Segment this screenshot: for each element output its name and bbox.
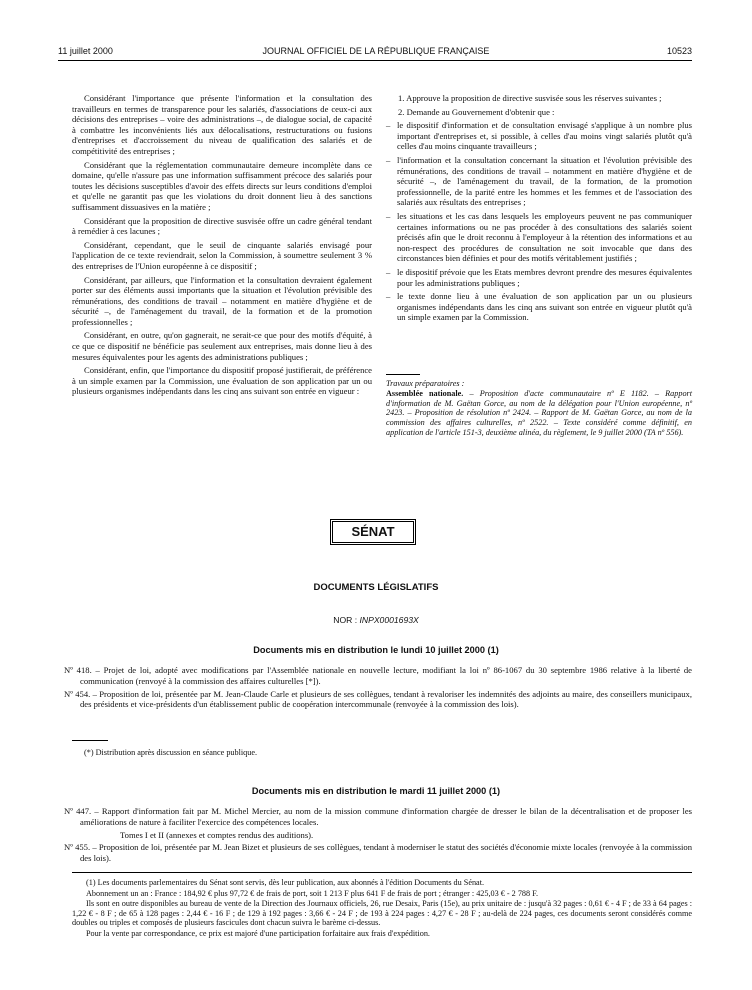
- list-item: [386, 120, 692, 152]
- travaux-body: – Proposition d'acte communautaire nº E 1182. – Rapport d'information de M. Gaëtan Gorce, au nom de la délégation pour l'Union européenne, nº 2423. – Proposition de résolution nº 2424. – Rapport de M. Gaëtan Gorce, au nom de la commission des affaires culturelles, nº 2522. – Texte considéré comme définitif, en application de l'article 151-3, deuxième alinéa, du règlement, le 9 juillet 2000 (TA nº 556).: [386, 388, 692, 437]
- paragraph: Considérant, enfin, que l'importance du dispositif proposé justifierait, de préférence à un simple examen par la Commission, une évaluation de son application par un ou plusieurs organismes indépendants dans les cinq ans suivant son entrée en vigueur :: [72, 365, 372, 397]
- paragraph: Considérant, par ailleurs, que l'information et la consultation devraient également porter sur des éléments aussi importants que la situation et l'évolution prévisible des rémunérations, des conditions de travail – notamment en matière d'hygiène et de sécurité –, de l'aménagement du travail, de la formation et de la promotion professionnelles ;: [72, 274, 372, 327]
- header-date: 11 juillet 2000: [58, 46, 113, 56]
- list-item: [386, 211, 692, 264]
- paragraph: Considérant, cependant, que le seuil de cinquante salariés envisagé pour l'application de ce texte reviendrait, selon la Commission, à soumettre seulement 3 % des entreprises de l'Union européenne à ce dispositif ;: [72, 239, 372, 271]
- list-item-text: le dispositif d'information et de consultation envisagé s'applique à un nombre plus important d'entreprises et, si possible, à celles d'au moins vingt salariés plutôt qu'à celles d'au moins cinquante travailleurs ;: [397, 120, 692, 152]
- left-column: [72, 93, 372, 400]
- document-item: Nº 454. – Proposition de loi, présentée par M. Jean-Claude Carle et plusieurs de ses collègues, tendant à revaloriser les indemnités des adjoints au maire, des conseillers municipaux, des présidents et vice-présidents d'un établissement public de coopération intercommunale (renvoyée à la commission des lois).: [64, 688, 692, 710]
- journal-title: JOURNAL OFFICIEL DE LA RÉPUBLIQUE FRANÇAISE: [262, 46, 490, 56]
- assemblee-label: Assemblée nationale.: [386, 388, 464, 398]
- right-column: [386, 93, 692, 326]
- document-item: Nº 418. – Projet de loi, adopté avec modifications par l'Assemblée nationale en nouvelle lecture, modifiant la loi nº 86-1067 du 30 septembre 1986 relative à la liberté de communication (renvoyé à la commission des affaires culturelles [*]).: [64, 665, 692, 686]
- footnotes: [72, 878, 692, 940]
- header-rule: [58, 60, 692, 61]
- nor-label: NOR :: [333, 615, 360, 625]
- nor-code: INPX0001693X: [359, 615, 419, 625]
- travaux-preparatoires: [386, 379, 692, 438]
- paragraph: 1. Approuve la proposition de directive susvisée sous les réserves suivantes ;: [398, 93, 662, 103]
- travaux-rule: [386, 374, 420, 375]
- dash: –: [386, 266, 391, 277]
- footnote: Ils sont en outre disponibles au bureau de vente de la Direction des Journaux officiels, 26, rue Desaix, Paris (15e), au prix unitaire de : jusqu'à 32 pages : 0,61 € - 4 F ; de 33 à 64 pages : 1,22 € - 8 F ; de 65 à 128 pages : 2,44 € - 16 F ; de 129 à 192 pages : 3,66 € - 24 F ; de 193 à 224 pages : 4,27 € - 28 F ; au-delà de 224 pages, ces documents seront considérés comme doubles ou triples et composés de plusieurs fascicules dont chacun suivra le barème ci-dessus.: [72, 899, 692, 928]
- paragraph: Considérant l'importance que présente l'information et la consultation des travailleurs en termes de transparence pour les salariés, d'associations de ceux-ci aux décisions des entreprises – voire des administrations –, de dialogue social, de capacité à combattre les inconvénients liés aux délocalisations, restructurations ou fusions d'entreprises et d'accroissement du niveau de qualification des salariés et de compétitivité des entreprises ;: [72, 93, 372, 156]
- document-item: Nº 455. – Proposition de loi, présentée par M. Jean Bizet et plusieurs de ses collègues, tendant à moderniser le statut des sociétés d'économie mixte locales (renvoyée à la commission des lois).: [64, 842, 692, 864]
- nor-line: [0, 615, 752, 625]
- document-sub-item: Tomes I et II (annexes et comptes rendus des auditions).: [120, 829, 314, 840]
- session-1-list: [60, 665, 692, 712]
- senat-box: SÉNAT: [330, 519, 416, 545]
- dash: –: [386, 154, 391, 165]
- footnote: Pour la vente par correspondance, ce prix est majoré d'une participation forfaitaire aux frais d'expédition.: [86, 928, 430, 938]
- travaux-heading: Travaux préparatoires :: [386, 379, 465, 388]
- session-2-list: [60, 806, 692, 866]
- list-item-text: l'information et la consultation concernant la situation et l'évolution prévisible des rémunérations, des conditions de travail – notamment en matière d'hygiène et de sécurité –, de l'aménagement du travail, de la formation, de la promotion professionnelle, de la parité entre les hommes et les femmes et de l'association des salariés aux résultats des entreprises ;: [397, 154, 692, 208]
- paragraph: Considérant que la réglementation communautaire demeure incomplète dans ce domaine, qu'elle n'assure pas une information suffisamment précoce des salariés pour toutes les décisions susceptibles d'avoir des effets directs sur leurs conditions d'emploi et qu'elle ne garantit pas que les violations du droit donnent lieu à des sanctions suffisamment dissuasives en la matière ;: [72, 159, 372, 212]
- dash: –: [386, 291, 391, 302]
- session-heading: Documents mis en distribution le mardi 11 juillet 2000 (1): [251, 786, 501, 796]
- travaux-text: [386, 389, 692, 438]
- dash: –: [386, 210, 391, 221]
- list-item: [386, 155, 692, 208]
- footnote-rule: [72, 872, 692, 873]
- paragraph: 2. Demande au Gouvernement d'obtenir que :: [398, 106, 555, 117]
- page-number: 10523: [666, 46, 692, 56]
- list-item: [386, 291, 692, 323]
- footnote: Abonnement un an : France : 184,92 € plus 97,72 € de frais de port, soit 1 213 F plus 641 F de frais de port ; étranger : 425,03 € - 2 788 F.: [86, 888, 539, 898]
- list-item: [386, 267, 692, 288]
- session-heading: Documents mis en distribution le lundi 10 juillet 2000 (1): [253, 645, 499, 655]
- dash: –: [386, 120, 391, 131]
- distribution-note: (*) Distribution après discussion en séance publique.: [84, 748, 258, 757]
- section-title: DOCUMENTS LÉGISLATIFS: [313, 582, 439, 593]
- note-rule: [72, 740, 108, 741]
- document-item: Nº 447. – Rapport d'information fait par M. Michel Mercier, au nom de la mission commune d'information chargée de dresser le bilan de la décentralisation et de proposer les améliorations de nature à faciliter l'exercice des compétences locales.: [64, 806, 692, 827]
- paragraph: Considérant que la proposition de directive susvisée offre un cadre général tendant à remédier à ces lacunes ;: [72, 215, 372, 237]
- list-item-text: le dispositif prévoie que les Etats membres devront prendre des mesures équivalentes pour les administrations publiques ;: [397, 266, 692, 288]
- list-item-text: les situations et les cas dans lesquels les employeurs peuvent ne pas communiquer certaines informations ou ne pas procéder à des consultations des salariés soient précisés afin que le droit reconnu à l'employeur à la rétention des informations et au non-respect des procédures de consultation ne soit invocable que dans des circonstances bien définies et pour des motifs véritablement justifiés ;: [397, 210, 692, 264]
- paragraph: Considérant, en outre, qu'on gagnerait, ne serait-ce que pour des motifs d'équité, à ce que ce dispositif ne bénéficie pas seulement aux entreprises, mais donne lieu à des mesures équivalentes pour les agents des administrations publiques ;: [72, 330, 372, 362]
- list-item-text: le texte donne lieu à une évaluation de son application par un ou plusieurs organismes indépendants dans les cinq ans suivant son entrée en vigueur plutôt qu'à un simple examen par la Commission.: [397, 291, 692, 323]
- footnote: (1) Les documents parlementaires du Sénat sont servis, dès leur publication, aux abonnés à l'édition Documents du Sénat.: [86, 878, 485, 887]
